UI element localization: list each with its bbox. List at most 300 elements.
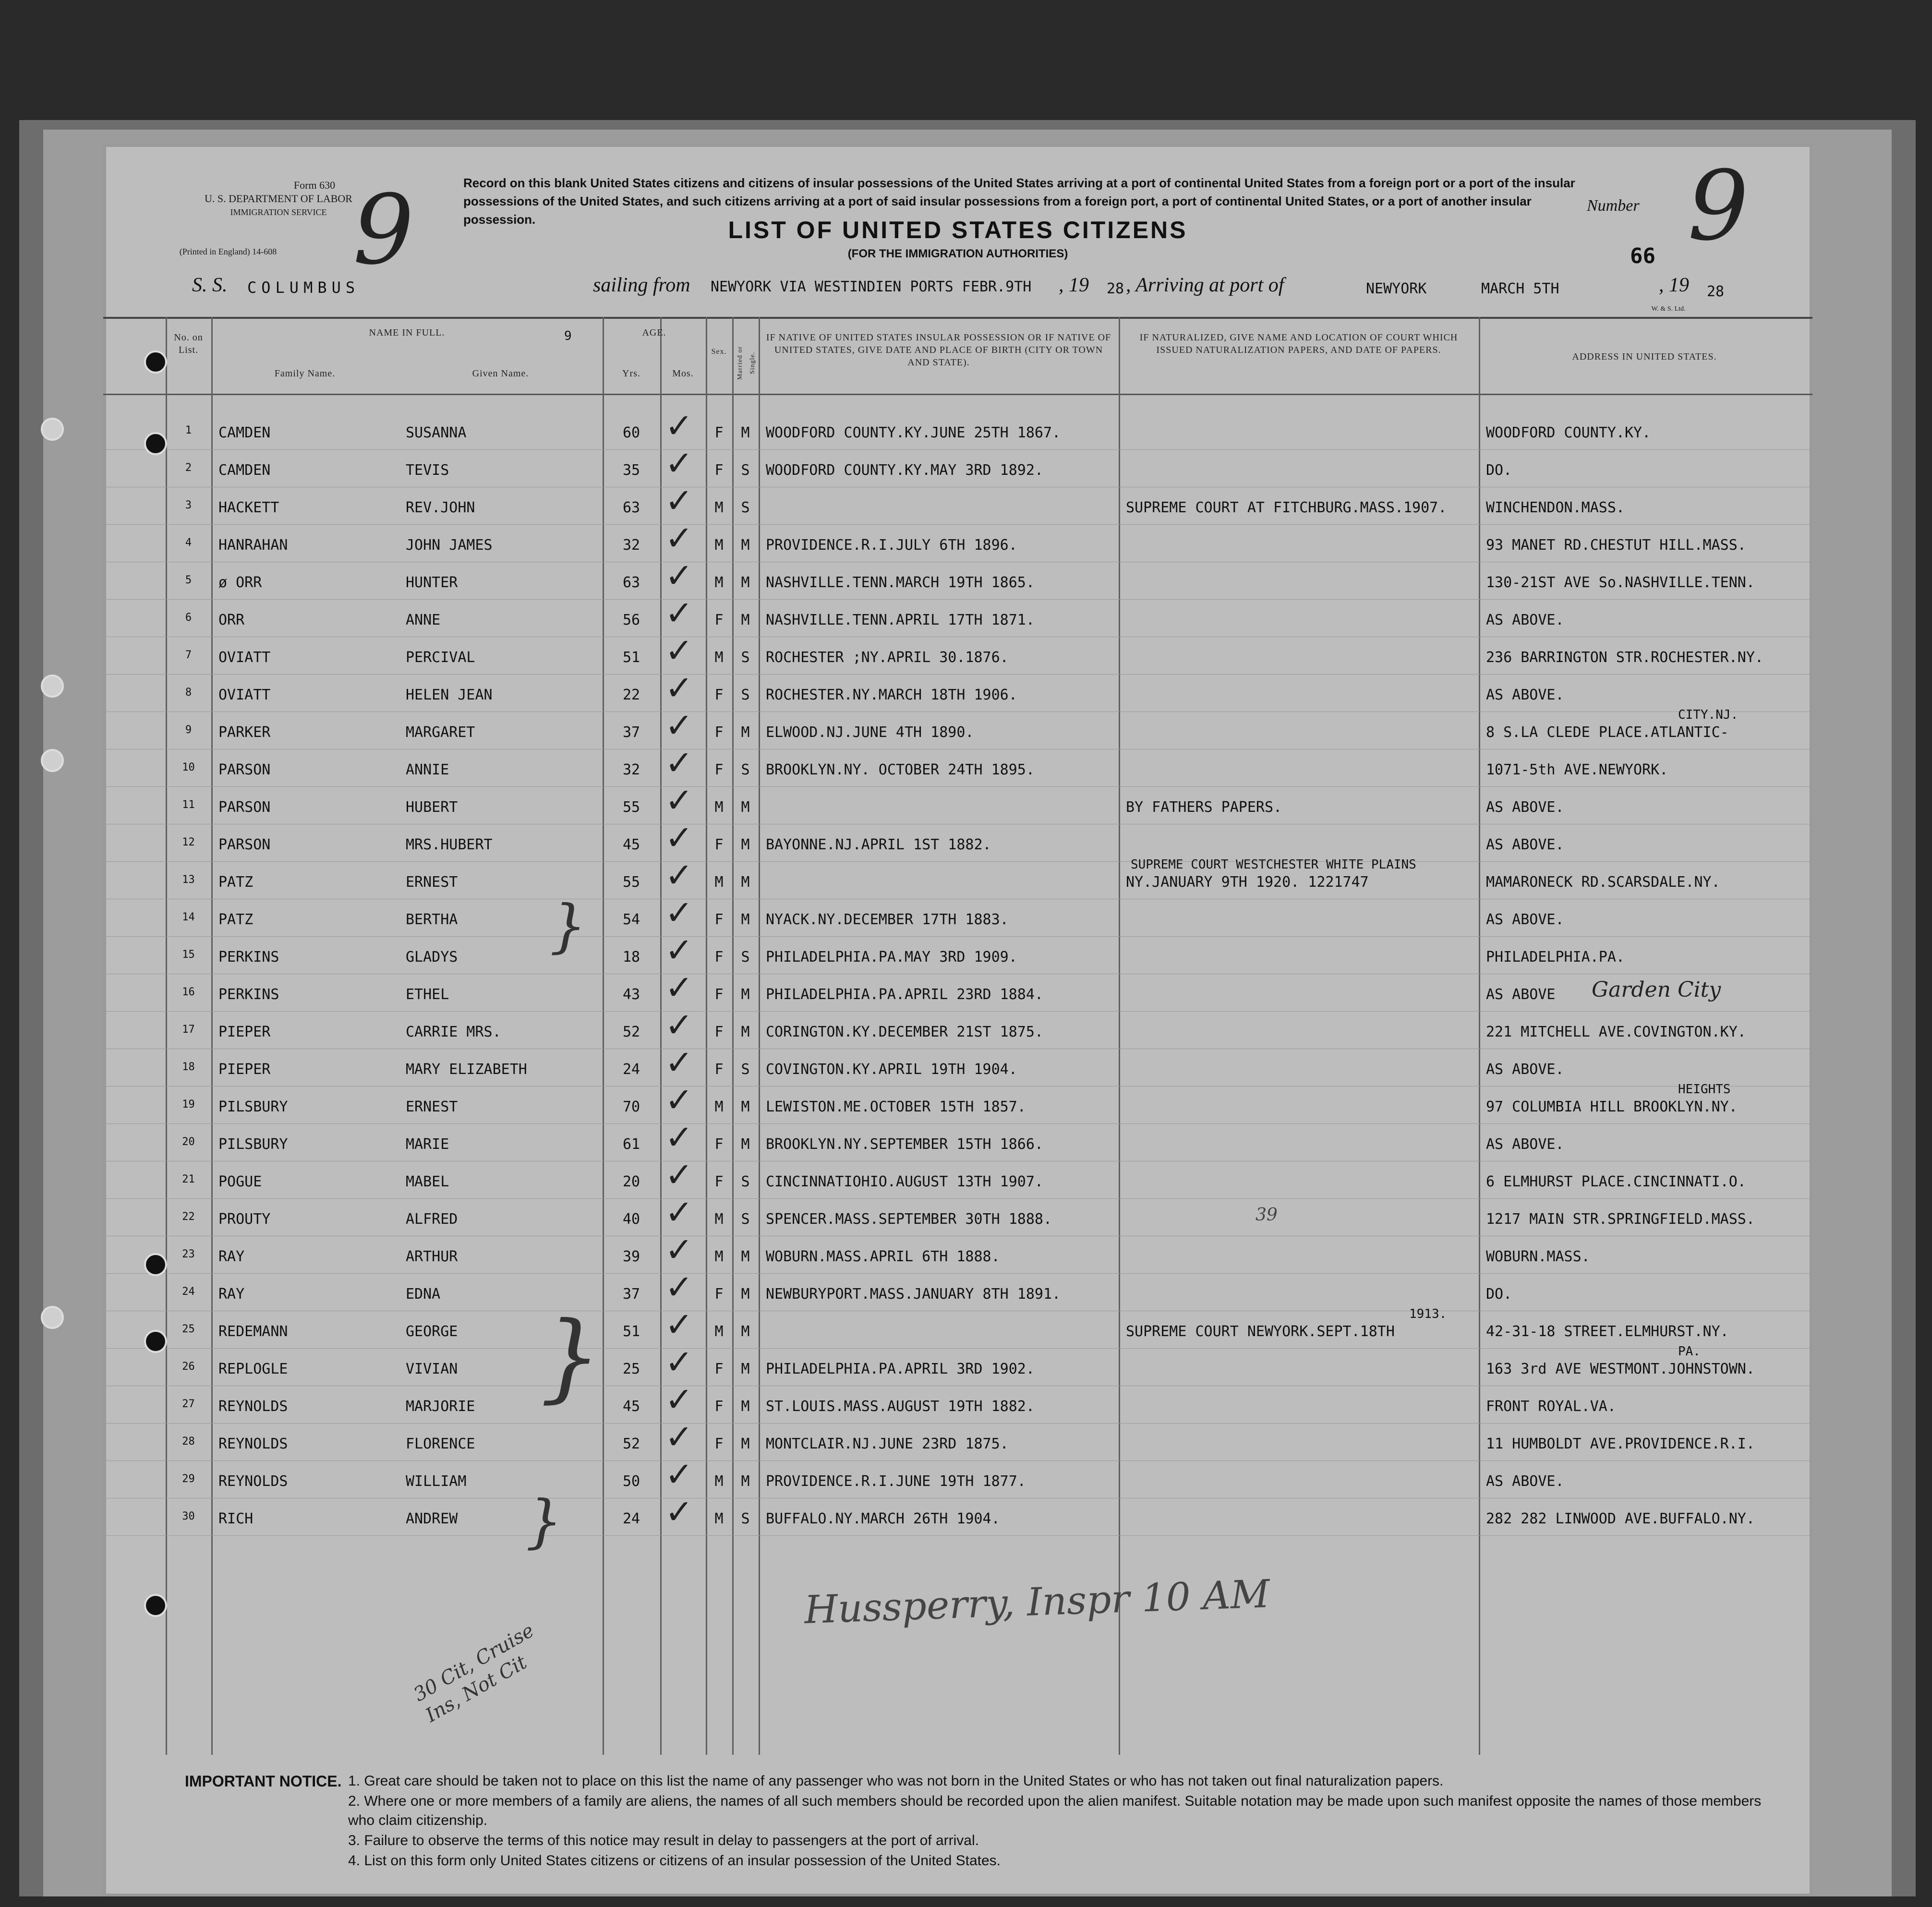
cell-age: 37 — [622, 724, 640, 741]
cell-sex: M — [714, 537, 724, 554]
notice-item-1: 1. Great care should be taken not to place on this list the name of any passenger who was not born in the United States or who has not taken out final naturalization papers. — [348, 1773, 1444, 1789]
cell-birth: WOODFORD COUNTY.KY.JUNE 25TH 1867. — [766, 424, 1061, 441]
cell-birth: SPENCER.MASS.SEPTEMBER 30TH 1888. — [766, 1211, 1052, 1228]
check-mark-icon: ✓ — [665, 1267, 693, 1307]
cell-birth: BAYONNE.NJ.APRIL 1ST 1882. — [766, 836, 991, 853]
row-rule — [103, 599, 1812, 600]
citizen-list-form — [103, 144, 1812, 1896]
row-rule — [103, 1535, 1812, 1536]
cell-ms: S — [741, 761, 750, 778]
cell-family: PILSBURY — [218, 1098, 288, 1115]
table-row — [103, 1118, 1812, 1162]
cell-sex: M — [714, 1211, 724, 1228]
cell-family: PARSON — [218, 836, 271, 853]
table-row — [103, 1043, 1812, 1087]
cell-ms: S — [741, 687, 750, 703]
row-rule — [103, 1123, 1812, 1124]
service: IMMIGRATION SERVICE — [230, 207, 327, 217]
cell-no: 23 — [182, 1248, 195, 1260]
cell-family: RAY — [218, 1248, 245, 1265]
form-number: Form 630 — [293, 179, 336, 191]
table-top-rule — [103, 317, 1812, 319]
cell-ms: M — [741, 1473, 750, 1490]
cell-sex: M — [714, 1473, 724, 1490]
cell-addr: WINCHENDON.MASS. — [1486, 499, 1625, 516]
table-row — [103, 444, 1812, 488]
cell-no: 27 — [182, 1398, 195, 1410]
row-rule — [103, 1460, 1812, 1461]
row-rule — [103, 1011, 1812, 1012]
check-mark-icon: ✓ — [665, 593, 693, 633]
check-mark-icon: ✓ — [665, 1005, 693, 1045]
cell-sex: M — [714, 1248, 724, 1265]
check-mark-icon: ✓ — [665, 743, 693, 783]
row-rule — [103, 786, 1812, 787]
cell-addr: 130-21ST AVE So.NASHVILLE.TENN. — [1486, 574, 1755, 591]
check-mark-icon: ✓ — [665, 1455, 693, 1494]
year-label-from: , 19 — [1059, 274, 1089, 296]
cell-addr-above: CITY.NJ. — [1678, 708, 1739, 722]
cell-sex: M — [714, 1323, 724, 1340]
check-mark-icon: ✓ — [665, 1080, 693, 1120]
page-title: LIST OF UNITED STATES CITIZENS — [728, 217, 1188, 243]
cell-birth: NASHVILLE.TENN.MARCH 19TH 1865. — [766, 574, 1035, 591]
cell-sex: F — [714, 687, 724, 703]
cell-addr: 93 MANET RD.CHESTUT HILL.MASS. — [1486, 537, 1746, 554]
check-mark-icon: ✓ — [665, 1230, 693, 1269]
cell-given: EDNA — [406, 1286, 441, 1303]
binder-hole — [144, 432, 167, 455]
header-no-on-list: No. on List. — [174, 332, 203, 355]
table-row — [103, 706, 1812, 750]
cell-family: PARKER — [218, 724, 271, 741]
table-row — [103, 781, 1812, 825]
cell-sex: M — [714, 574, 724, 591]
cell-addr: AS ABOVE. — [1486, 836, 1564, 853]
cell-family: POGUE — [218, 1173, 262, 1190]
number-label: Number — [1587, 197, 1640, 215]
cell-given: BERTHA — [406, 911, 458, 928]
inspector-note: Hussperry, Inspr 10 AM — [803, 1571, 1271, 1632]
cell-no: 14 — [182, 911, 195, 923]
cell-family: RICH — [218, 1510, 254, 1527]
cell-age: 60 — [622, 424, 640, 441]
binder-hole — [144, 1330, 167, 1353]
cell-nat: SUPREME COURT AT FITCHBURG.MASS.1907. — [1126, 499, 1447, 516]
cell-family: PATZ — [218, 911, 254, 928]
cell-birth: PHILADELPHIA.PA.MAY 3RD 1909. — [766, 949, 1017, 966]
cell-no: 2 — [185, 462, 192, 474]
check-mark-icon: ✓ — [665, 1118, 693, 1157]
cell-birth: ELWOOD.NJ.JUNE 4TH 1890. — [766, 724, 974, 741]
cell-age: 32 — [622, 761, 640, 778]
cell-no: 21 — [182, 1173, 195, 1185]
table-row — [103, 1080, 1812, 1124]
cell-sex: F — [714, 462, 724, 479]
cell-nat: NY.JANUARY 9TH 1920. 1221747 — [1126, 874, 1369, 891]
cell-sex: F — [714, 424, 724, 441]
cell-given: PERCIVAL — [406, 649, 475, 666]
cell-given: GEORGE — [406, 1323, 458, 1340]
cell-family: HANRAHAN — [218, 537, 288, 554]
cell-birth: PHILADELPHIA.PA.APRIL 23RD 1884. — [766, 986, 1043, 1003]
cell-given: HELEN JEAN — [406, 687, 493, 703]
binder-hole — [144, 1594, 167, 1617]
cell-addr: DO. — [1486, 1286, 1512, 1303]
cell-sex: F — [714, 1024, 724, 1040]
cell-nat-above: 1913. — [1409, 1307, 1447, 1321]
cell-addr: 97 COLUMBIA HILL BROOKLYN.NY. — [1486, 1098, 1738, 1115]
cell-age: 52 — [622, 1024, 640, 1040]
cell-ms: M — [741, 1361, 750, 1377]
row-rule — [103, 449, 1812, 450]
cell-given: REV.JOHN — [406, 499, 475, 516]
cell-age: 45 — [622, 836, 640, 853]
cell-age: 52 — [622, 1436, 640, 1452]
table-row — [103, 1155, 1812, 1199]
cell-ms: S — [741, 499, 750, 516]
cell-sex: M — [714, 649, 724, 666]
cell-given: MARGARET — [406, 724, 475, 741]
cell-no: 12 — [182, 836, 195, 848]
table-row — [103, 406, 1812, 450]
cell-addr: AS ABOVE. — [1486, 1473, 1564, 1490]
cell-ms: S — [741, 462, 750, 479]
cell-birth: ST.LOUIS.MASS.AUGUST 19TH 1882. — [766, 1398, 1035, 1415]
cell-ms: M — [741, 1286, 750, 1303]
arriving-label: , Arriving at port of — [1126, 274, 1284, 296]
cell-ms: S — [741, 1173, 750, 1190]
check-mark-icon: ✓ — [665, 1417, 693, 1457]
cell-addr: AS ABOVE. — [1486, 1061, 1564, 1078]
cell-addr-above: HEIGHTS — [1678, 1082, 1731, 1097]
cell-no: 9 — [185, 724, 192, 736]
cell-given: MABEL — [406, 1173, 449, 1190]
table-row — [103, 1267, 1812, 1312]
cell-given: TEVIS — [406, 462, 449, 479]
cell-age: 18 — [622, 949, 640, 966]
check-mark-icon: ✓ — [665, 406, 693, 446]
cell-age: 56 — [622, 612, 640, 628]
cell-given: JOHN JAMES — [406, 537, 493, 554]
notice-item-4: 4. List on this form only United States citizens or citizens of an insular possession of the United States. — [348, 1853, 1001, 1869]
cell-given: MARJORIE — [406, 1398, 475, 1415]
cell-no: 29 — [182, 1473, 195, 1485]
cell-no: 22 — [182, 1211, 195, 1223]
cell-no: 15 — [182, 949, 195, 961]
family-bracket-reynolds: } — [526, 1488, 563, 1555]
notice-heading: IMPORTANT NOTICE. — [185, 1773, 342, 1790]
cell-age: 51 — [622, 1323, 640, 1340]
family-bracket-ray: } — [540, 1301, 602, 1413]
ship-label: S. S. — [192, 274, 228, 296]
year-from: 28 — [1107, 280, 1124, 297]
printed-note: (Printed in England) 14-608 — [179, 247, 277, 256]
arrival-date: MARCH 5TH — [1481, 280, 1559, 297]
nat-handwritten-note: 39 — [1256, 1205, 1278, 1225]
table-row — [103, 930, 1812, 975]
cell-family: PARSON — [218, 761, 271, 778]
cell-given: VIVIAN — [406, 1361, 458, 1377]
check-mark-icon: ✓ — [665, 968, 693, 1007]
cell-addr: 236 BARRINGTON STR.ROCHESTER.NY. — [1486, 649, 1763, 666]
cell-ms: M — [741, 1024, 750, 1040]
header-bottom-rule — [103, 394, 1812, 395]
cell-family: PERKINS — [218, 949, 279, 966]
header-yrs: Yrs. — [622, 368, 640, 379]
cell-age: 70 — [622, 1098, 640, 1115]
binder-hole — [41, 749, 64, 772]
cell-no: 20 — [182, 1136, 195, 1148]
cell-nat-above: SUPREME COURT WESTCHESTER WHITE PLAINS — [1131, 857, 1416, 872]
cell-ms: M — [741, 986, 750, 1003]
cell-addr: 163 3rd AVE WESTMONT.JOHNSTOWN. — [1486, 1361, 1755, 1377]
cell-given: ERNEST — [406, 1098, 458, 1115]
cell-sex: F — [714, 1061, 724, 1078]
cell-birth: COVINGTON.KY.APRIL 19TH 1904. — [766, 1061, 1017, 1078]
row-rule — [103, 1198, 1812, 1199]
table-row — [103, 1305, 1812, 1349]
cell-age: 35 — [622, 462, 640, 479]
cell-sex: F — [714, 1361, 724, 1377]
cell-addr: AS ABOVE — [1486, 986, 1556, 1003]
table-row — [103, 593, 1812, 638]
cell-family: REYNOLDS — [218, 1436, 288, 1452]
cell-birth: LEWISTON.ME.OCTOBER 15TH 1857. — [766, 1098, 1026, 1115]
cell-sex: M — [714, 1510, 724, 1527]
cell-ms: S — [741, 649, 750, 666]
cell-given: WILLIAM — [406, 1473, 467, 1490]
cell-age: 39 — [622, 1248, 640, 1265]
header-birth-place: IF NATIVE OF UNITED STATES INSULAR POSSESSION OR IF NATIVE OF UNITED STATES, GIVE DATE AND PLACE OF BIRTH (CITY OR TOWN AND STATE). — [766, 332, 1111, 368]
margin-note: 30 Cit, Cruise Ins, Not Cit — [410, 1619, 538, 1727]
table-row — [103, 481, 1812, 525]
table-row — [103, 1005, 1812, 1050]
cell-birth: BROOKLYN.NY.SEPTEMBER 15TH 1866. — [766, 1136, 1043, 1153]
cell-birth: NEWBURYPORT.MASS.JANUARY 8TH 1891. — [766, 1286, 1061, 1303]
cell-no: 8 — [185, 687, 192, 699]
cell-sex: F — [714, 986, 724, 1003]
cell-age: 63 — [622, 574, 640, 591]
cell-birth: ROCHESTER ;NY.APRIL 30.1876. — [766, 649, 1009, 666]
cell-given: MRS.HUBERT — [406, 836, 493, 853]
cell-no: 5 — [185, 574, 192, 586]
binder-hole — [41, 675, 64, 698]
cell-age: 50 — [622, 1473, 640, 1490]
cell-nat: BY FATHERS PAPERS. — [1126, 799, 1282, 816]
cell-ms: M — [741, 1098, 750, 1115]
cell-family: REYNOLDS — [218, 1473, 288, 1490]
cell-age: 51 — [622, 649, 640, 666]
check-mark-icon: ✓ — [665, 1155, 693, 1195]
table-row — [103, 1380, 1812, 1424]
cell-ms: M — [741, 424, 750, 441]
cell-given: ANNIE — [406, 761, 449, 778]
printer-mark: W. & S. Ltd. — [1651, 305, 1686, 313]
cell-age: 43 — [622, 986, 640, 1003]
cell-addr: 42-31-18 STREET.ELMHURST.NY. — [1486, 1323, 1729, 1340]
cell-sex: M — [714, 874, 724, 891]
cell-addr: FRONT ROYAL.VA. — [1486, 1398, 1616, 1415]
cell-no: 17 — [182, 1024, 195, 1036]
cell-family: REPLOGLE — [218, 1361, 288, 1377]
table-row — [103, 1455, 1812, 1499]
cell-given: ANNE — [406, 612, 441, 628]
cell-no: 1 — [185, 424, 192, 436]
cell-addr: PHILADELPHIA.PA. — [1486, 949, 1625, 966]
cell-birth: WOBURN.MASS.APRIL 6TH 1888. — [766, 1248, 1000, 1265]
cell-age: 40 — [622, 1211, 640, 1228]
cell-ms: M — [741, 537, 750, 554]
cell-sex: F — [714, 1286, 724, 1303]
cell-no: 4 — [185, 537, 192, 549]
cell-given: MARY ELIZABETH — [406, 1061, 527, 1078]
check-mark-icon: ✓ — [665, 668, 693, 708]
cell-age: 55 — [622, 874, 640, 891]
cell-ms: M — [741, 1436, 750, 1452]
cell-family: PATZ — [218, 874, 254, 891]
cell-ms: S — [741, 1211, 750, 1228]
cell-sex: F — [714, 1136, 724, 1153]
cell-no: 7 — [185, 649, 192, 661]
binder-hole — [144, 350, 167, 374]
cell-sex: F — [714, 724, 724, 741]
sailing-label: sailing from — [593, 274, 690, 296]
header-given-name: Given Name. — [472, 368, 529, 379]
cell-ms: M — [741, 1323, 750, 1340]
table-row — [103, 1230, 1812, 1274]
cell-addr: AS ABOVE. — [1486, 687, 1564, 703]
cell-no: 10 — [182, 761, 195, 773]
header-age: AGE. — [642, 327, 666, 338]
cell-family: CAMDEN — [218, 424, 271, 441]
check-mark-icon: ✓ — [665, 481, 693, 520]
cell-no: 19 — [182, 1098, 195, 1110]
cell-ms: S — [741, 1510, 750, 1527]
check-mark-icon: ✓ — [665, 1492, 693, 1532]
family-bracket-patz: } — [550, 893, 587, 960]
cell-sex: F — [714, 1398, 724, 1415]
cell-sex: M — [714, 799, 724, 816]
cell-no: 11 — [182, 799, 195, 811]
cell-birth: ROCHESTER.NY.MARCH 18TH 1906. — [766, 687, 1017, 703]
cell-family: OVIATT — [218, 687, 271, 703]
cell-ms: M — [741, 874, 750, 891]
cell-addr: DO. — [1486, 462, 1512, 479]
binder-hole — [144, 1253, 167, 1276]
cell-no: 25 — [182, 1323, 195, 1335]
cell-nat: SUPREME COURT NEWYORK.SEPT.18TH — [1126, 1323, 1395, 1340]
row-rule — [103, 1273, 1812, 1274]
cell-family: CAMDEN — [218, 462, 271, 479]
check-mark-icon: ✓ — [665, 1342, 693, 1382]
cell-given: FLORENCE — [406, 1436, 475, 1452]
check-mark-icon: ✓ — [665, 930, 693, 970]
year-to: 28 — [1707, 283, 1725, 300]
cell-family: PILSBURY — [218, 1136, 288, 1153]
cell-age: 55 — [622, 799, 640, 816]
cell-given: ETHEL — [406, 986, 449, 1003]
row-rule — [103, 1423, 1812, 1424]
corner-number-mark: 9 — [353, 174, 414, 286]
header-sex: Sex. — [711, 348, 727, 356]
cell-no: 18 — [182, 1061, 195, 1073]
cell-family: ORR — [218, 612, 245, 628]
table-row — [103, 1342, 1812, 1387]
cell-ms: M — [741, 911, 750, 928]
cell-addr: 1071-5th AVE.NEWYORK. — [1486, 761, 1668, 778]
check-mark-icon: ✓ — [665, 856, 693, 895]
cell-no: 26 — [182, 1361, 195, 1373]
cell-given: HUNTER — [406, 574, 458, 591]
cell-family: PERKINS — [218, 986, 279, 1003]
instructions: Record on this blank United States citizens and citizens of insular possessions of the United States arriving at a port of continental United States from a foreign port or a port of the insular possessions of the United States, and such citizens arriving at a port of said insular possessions from a foreign port, a port of continental United States, or a port of another insular possession. — [463, 176, 1575, 227]
cell-age: 24 — [622, 1061, 640, 1078]
cell-age: 32 — [622, 537, 640, 554]
table-row — [103, 1417, 1812, 1461]
check-mark-icon: ✓ — [665, 519, 693, 558]
cell-addr: MAMARONECK RD.SCARSDALE.NY. — [1486, 874, 1720, 891]
cell-no: 13 — [182, 874, 195, 886]
table-row — [103, 1193, 1812, 1237]
cell-family: RAY — [218, 1286, 245, 1303]
check-mark-icon: ✓ — [665, 1193, 693, 1232]
cell-ms: M — [741, 799, 750, 816]
cell-birth: NASHVILLE.TENN.APRIL 17TH 1871. — [766, 612, 1035, 628]
header-address: ADDRESS IN UNITED STATES. — [1572, 351, 1717, 362]
binder-hole — [41, 418, 64, 441]
cell-no: 28 — [182, 1436, 195, 1448]
cell-ms: S — [741, 1061, 750, 1078]
cell-no: 30 — [182, 1510, 195, 1522]
table-row — [103, 968, 1812, 1012]
cell-addr: 282 282 LINWOOD AVE.BUFFALO.NY. — [1486, 1510, 1755, 1527]
department: U. S. DEPARTMENT OF LABOR — [205, 193, 352, 205]
cell-sex: F — [714, 836, 724, 853]
cell-sex: F — [714, 1436, 724, 1452]
passenger-table-body — [103, 406, 1812, 1536]
cell-addr: AS ABOVE. — [1486, 911, 1564, 928]
check-mark-icon: ✓ — [665, 781, 693, 820]
cell-sex: F — [714, 1173, 724, 1190]
cell-addr: 8 S.LA CLEDE PLACE.ATLANTIC- — [1486, 724, 1729, 741]
table-row — [103, 818, 1812, 862]
header-name-in-full: NAME IN FULL. — [369, 327, 445, 338]
row-rule — [103, 861, 1812, 862]
cell-birth: CORINGTON.KY.DECEMBER 21ST 1875. — [766, 1024, 1043, 1040]
cell-age: 37 — [622, 1286, 640, 1303]
cell-addr: WOBURN.MASS. — [1486, 1248, 1590, 1265]
arriving-port: NEWYORK — [1366, 280, 1427, 297]
check-mark-icon: ✓ — [665, 1380, 693, 1419]
cell-sex: F — [714, 612, 724, 628]
notice-item-2: 2. Where one or more members of a family are aliens, the names of all such members should be recorded upon the alien manifest. Suitable notation may be made upon such manifest opposite the names of those members who claim citizenship. — [348, 1793, 1762, 1828]
table-row — [103, 631, 1812, 675]
binder-hole — [41, 1306, 64, 1329]
check-mark-icon: ✓ — [665, 444, 693, 483]
cell-given: MARIE — [406, 1136, 449, 1153]
page-number: 66 — [1630, 244, 1655, 268]
table-row — [103, 668, 1812, 712]
cell-sex: M — [714, 1098, 724, 1115]
cell-no: 6 — [185, 612, 192, 624]
cell-ms: M — [741, 574, 750, 591]
cell-age: 25 — [622, 1361, 640, 1377]
ship-name: COLUMBUS — [247, 278, 360, 297]
cell-birth: PHILADELPHIA.PA.APRIL 3RD 1902. — [766, 1361, 1035, 1377]
check-mark-icon: ✓ — [665, 818, 693, 857]
table-row — [103, 893, 1812, 937]
